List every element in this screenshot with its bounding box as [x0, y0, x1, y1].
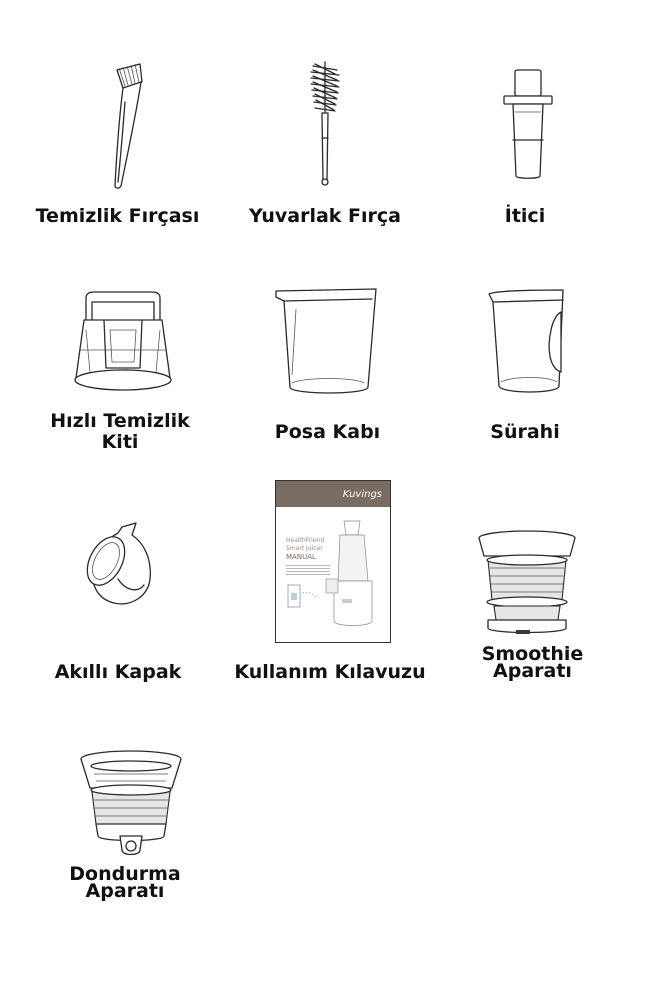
item-label: Posa Kabı	[274, 421, 381, 443]
item-label-text: Hızlı Temizlik Kiti	[50, 410, 190, 453]
smoothie-strainer-icon	[476, 530, 578, 644]
item-label: İtici	[504, 205, 546, 227]
juice-jug-icon	[485, 288, 571, 402]
item-label: Yuvarlak Fırça	[248, 205, 401, 227]
item-label	[40, 863, 210, 902]
manual-line2: Smart Juicer	[286, 545, 323, 552]
brand-logo: Kuvings	[342, 489, 382, 500]
item-label: Sürahi	[490, 421, 560, 443]
item-label-text: Smoothie Aparatı	[481, 643, 584, 682]
round-brush-icon	[305, 58, 345, 194]
quick-cleaning-kit-icon	[72, 290, 174, 398]
item-label: Temizlik Fırçası	[35, 205, 200, 227]
item-label: Kullanım Kılavuzu	[234, 661, 426, 683]
item-label: Akıllı Kapak	[54, 661, 182, 683]
item-label	[455, 643, 610, 682]
smart-cap-icon	[78, 519, 162, 613]
manual-line1: HealthFriend	[286, 537, 325, 544]
cleaning-brush-icon	[95, 58, 155, 197]
item-label-text: Dondurma Aparatı	[69, 863, 181, 902]
item-label	[0, 411, 240, 453]
user-manual-icon	[275, 480, 391, 643]
pulp-container-icon	[274, 287, 380, 403]
pusher-icon	[500, 68, 556, 184]
juicer-illustration-icon	[286, 521, 382, 633]
manual-cover	[275, 480, 391, 643]
ice-cream-strainer-icon	[78, 750, 184, 864]
manual-title: MANUAL	[286, 553, 316, 561]
